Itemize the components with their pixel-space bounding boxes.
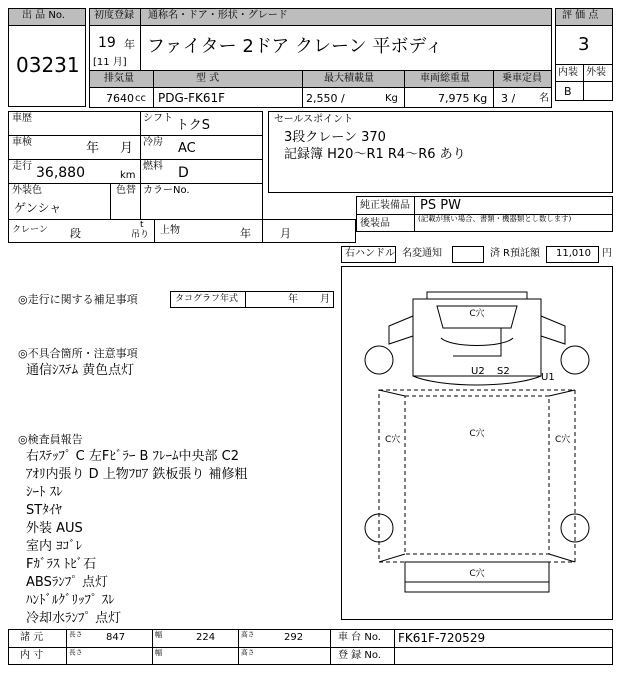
sales-points-label: セールスポイント: [274, 114, 354, 125]
inspector-line: ｱｵﾘ内張り D 上物ﾌﾛｱ 鉄板張り 補修粗: [26, 467, 248, 482]
inspector-line: 右ｽﾃｯﾌﾟ C 左Fﾋﾞﾗｰ B ﾌﾚｰﾑ中央部 C2: [26, 449, 239, 464]
color-code-label: カラーNo.: [143, 185, 190, 196]
divider: [110, 183, 111, 219]
gross-weight-label: 車両総重量: [420, 73, 470, 84]
cab-hood: [453, 328, 501, 356]
divider: [66, 629, 67, 665]
cab-bottom-arc: [413, 376, 541, 385]
capacity: 3 /: [501, 92, 516, 105]
diagram-cab-top: C穴: [469, 309, 485, 319]
inner-length-label: 長さ: [69, 649, 83, 657]
inspection-month: 月: [120, 141, 134, 156]
color-label: 外装色: [12, 185, 42, 196]
crane-row-right: [262, 219, 356, 243]
capacity-unit: 名: [539, 93, 549, 104]
aircon-label: 冷房: [143, 137, 163, 148]
bed-inner: [405, 396, 549, 554]
diagram-cab-s2: S2: [497, 366, 510, 377]
inspector-line: 冷却水ﾗﾝﾌﾟ 点灯: [26, 611, 122, 626]
inspector-line: 外装 AUS: [26, 521, 83, 536]
divider: [154, 219, 155, 243]
reg-label: 登 録 No.: [338, 650, 381, 661]
divider: [140, 111, 141, 183]
exterior-label: 外装: [586, 67, 606, 78]
driving-title: ◎走行に関する補足事項: [18, 293, 138, 306]
right-handle: 右ハンドル: [345, 248, 395, 259]
left-mirror: [389, 316, 413, 344]
max-load-label: 最大積載量: [324, 73, 374, 84]
yen-label: 円: [602, 248, 612, 259]
recycle-deposit-label: R預託額: [503, 248, 540, 259]
gross-weight: 7,975 Kg: [438, 92, 488, 105]
first-reg-year: 19: [98, 35, 116, 51]
divider: [8, 219, 263, 220]
right-mirror: [541, 316, 565, 344]
divider: [8, 647, 613, 648]
aftermarket-label: 後装品: [360, 218, 390, 229]
year-unit: 年: [124, 38, 135, 51]
divider: [245, 291, 246, 308]
name-label: 通称名・ドア・形状・グレード: [148, 10, 288, 21]
width: 224: [196, 632, 216, 643]
truck-diagram: [341, 266, 613, 620]
divider: [8, 135, 263, 136]
crane-year: 年: [240, 227, 251, 240]
chassis-label: 車 台 No.: [338, 632, 381, 643]
max-load-unit: Kg: [385, 93, 398, 104]
name-change-box: [452, 246, 484, 263]
displacement-label: 排気量: [104, 73, 134, 84]
bed-outline: [379, 390, 575, 562]
dims-label: 諸 元: [20, 632, 44, 643]
listing-no-label: 出 品 No.: [22, 10, 65, 21]
rear-bumper: [405, 582, 549, 592]
interior-label: 内装: [558, 67, 578, 78]
length: 847: [106, 632, 126, 643]
bed-left-side: [379, 390, 405, 562]
front-left-wheel: [365, 346, 393, 374]
diagram-right-side: C穴: [555, 435, 571, 445]
displacement: 7640: [106, 92, 134, 105]
inspection-year: 年: [86, 141, 100, 156]
divider: [394, 629, 395, 665]
color: ゲンシャ: [14, 201, 62, 215]
defects-title: ◎不具合箇所・注意事項: [18, 347, 138, 360]
model-label: 型 式: [196, 73, 220, 84]
diagram-cab-u2: U2: [471, 366, 485, 377]
cab-roof: [427, 292, 527, 299]
inspector-line: 室内 ﾖｺﾞﾚ: [26, 539, 83, 554]
inner-height-label: 高さ: [241, 649, 255, 657]
tacho-month: 月: [320, 294, 330, 305]
sales-point-line-1: 3段クレーン 370: [284, 130, 386, 145]
fuel: D: [178, 165, 189, 181]
aftermarket-note: (記載が無い場合、書類・機器類とし数します): [418, 215, 572, 224]
crane-label: クレーン: [12, 225, 48, 235]
inspector-line: STﾀｲﾔ: [26, 503, 62, 518]
inspector-line: ABSﾗﾝﾌﾟ 点灯: [26, 575, 108, 590]
mileage: 36,880: [36, 165, 85, 181]
grade: 3: [578, 34, 590, 55]
grade-label: 評 価 点: [562, 10, 599, 21]
divider: [140, 183, 141, 219]
divider: [330, 629, 331, 665]
bed-right-side: [549, 390, 575, 562]
inspector-line: ｼｰﾄ ｽﾚ: [26, 485, 63, 500]
displacement-unit: cc: [135, 93, 146, 104]
color-no-label: 色替: [116, 185, 136, 196]
history-label: 車歴: [12, 113, 32, 124]
height-label: 高さ: [241, 631, 255, 639]
crane-month: 月: [280, 227, 291, 240]
sales-point-line-2: 記録簿 H20～R1 R4～R6 あり: [284, 147, 466, 162]
front-right-wheel: [561, 346, 589, 374]
divider: [414, 196, 415, 232]
diagram-frame: [342, 267, 613, 620]
divider: [8, 183, 263, 184]
inner-label: 内 寸: [20, 650, 44, 661]
tacho-label: タコグラフ年式: [175, 294, 239, 304]
model: PDG-FK61F: [158, 91, 226, 105]
inner-width-label: 幅: [155, 649, 163, 658]
diagram-bottom: C穴: [469, 569, 485, 579]
crane-stage: 段: [70, 227, 81, 240]
width-label: 幅: [155, 631, 163, 640]
divider: [8, 159, 263, 160]
exterior-grade-cell: [583, 81, 613, 101]
inspector-line: ﾊﾝﾄﾞﾙｸﾞﾘｯﾌﾟ ｽﾚ: [26, 593, 115, 608]
dashboard: [441, 338, 513, 346]
mileage-unit: km: [120, 170, 136, 181]
chassis: FK61F-720529: [398, 631, 486, 645]
shift: トクS: [176, 118, 210, 133]
listing-no: 03231: [16, 53, 80, 77]
first-reg-month: [11 月]: [93, 57, 127, 68]
aircon: AC: [178, 141, 196, 156]
inspector-title: ◎検査員報告: [18, 433, 83, 446]
crane-ton: t: [140, 220, 144, 230]
name-change-label: 名変通知: [402, 248, 442, 259]
spec-label-row: [89, 70, 552, 88]
divider: [238, 629, 239, 665]
defect-line: 通信ｼｽﾃﾑ 黄色点灯: [26, 363, 135, 378]
height: 292: [284, 632, 304, 643]
capacity-label: 乗車定員: [502, 73, 542, 84]
tacho-year: 年: [288, 294, 298, 305]
length-label: 長さ: [69, 631, 83, 639]
divider: [152, 629, 153, 665]
diagram-right-u1: U1: [541, 372, 555, 383]
fuel-label: 燃料: [143, 161, 163, 172]
crane-up-label: 上物: [160, 225, 180, 236]
recycle-amount: 11,010: [556, 248, 591, 259]
inspection-label: 車検: [12, 137, 32, 148]
inspector-line: Fｶﾞﾗｽ ﾄﾋﾞ石: [26, 557, 97, 572]
genuine: PS PW: [420, 198, 461, 213]
genuine-label: 純正装備品: [360, 200, 410, 211]
crane-lift: 吊り: [131, 230, 150, 240]
shift-label: シフト: [143, 113, 173, 124]
first-reg-label: 初度登録: [94, 10, 134, 21]
mileage-label: 走行: [12, 161, 32, 172]
interior-grade: B: [564, 85, 572, 98]
vehicle-name: ファイター 2ドア クレーン 平ボディ: [147, 36, 443, 57]
recycle-label: 済: [490, 248, 500, 259]
diagram-center: C穴: [469, 429, 485, 439]
max-load: 2,550 /: [306, 92, 345, 105]
diagram-left-side: C穴: [385, 435, 401, 445]
